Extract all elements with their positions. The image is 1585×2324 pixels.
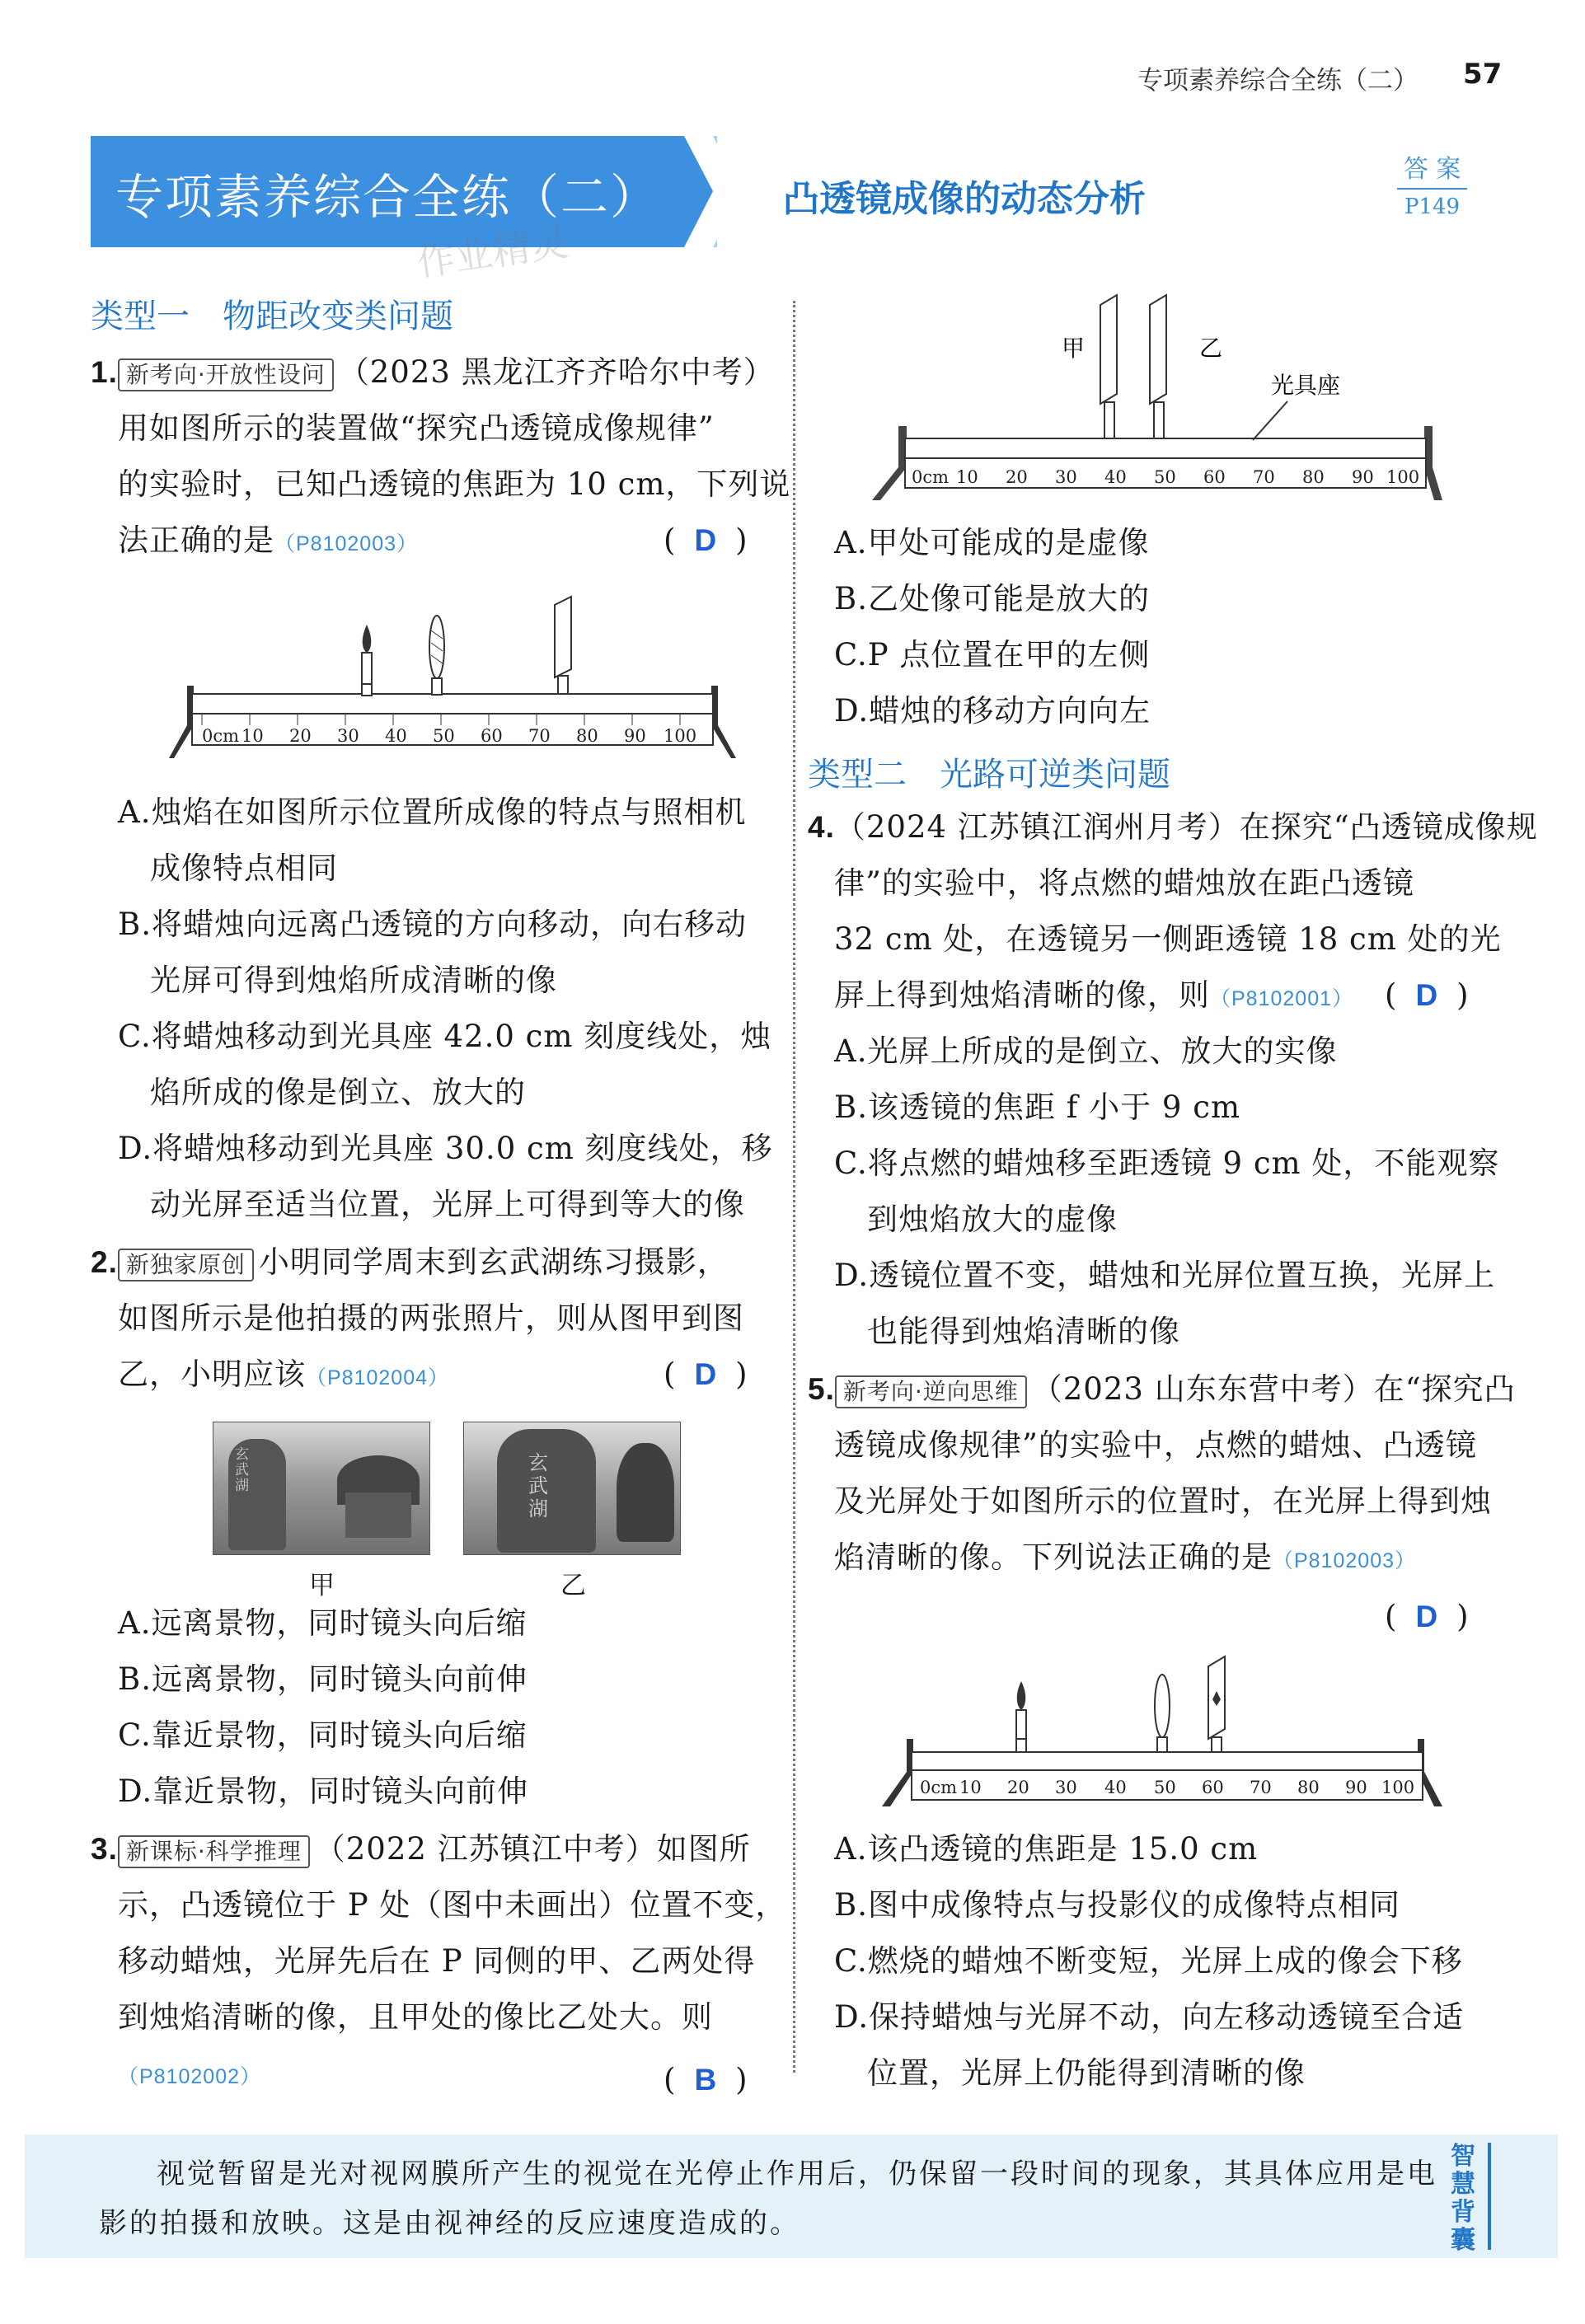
section-type2: 类型二 光路可逆类问题	[808, 756, 1170, 794]
section-type1: 类型一 物距改变类问题	[91, 298, 453, 335]
q5-source: （2023 山东东营中考）	[1031, 1371, 1374, 1407]
q1-optical-bench	[169, 593, 738, 766]
q3-stem-line: 移动蜡烛，光屏先后在 P 同侧的甲、乙两处得	[118, 1943, 756, 1979]
q3-option: B.乙处像可能是放大的	[834, 581, 1150, 616]
q3-optical-bench	[865, 290, 1442, 508]
bench-right-leg	[1424, 426, 1442, 500]
tick-label: 20	[1006, 467, 1028, 487]
tick-label: 60	[481, 726, 503, 746]
q4-option: A.光屏上所成的是倒立、放大的实像	[834, 1033, 1338, 1069]
tick-label: 10	[242, 726, 264, 746]
label-yi: 乙	[1199, 335, 1223, 362]
q1-source: （2023 黑龙江齐齐哈尔中考）	[338, 354, 775, 390]
q5-option: 位置，光屏上仍能得到清晰的像	[867, 2055, 1306, 2091]
tick-label: 30	[337, 726, 359, 746]
tick-label: 70	[528, 726, 551, 746]
label-jia: 甲	[1062, 335, 1086, 362]
q5-optical-bench	[874, 1648, 1451, 1813]
q2-option: D.靠近景物，同时镜头向前伸	[118, 1773, 529, 1809]
q1-option: B.将蜡烛向远离凸透镜的方向移动，向右移动	[118, 907, 747, 942]
label-guangjuzuo: 光具座	[1271, 372, 1341, 399]
q1-option: D.将蜡烛移动到光具座 30.0 cm 刻度线处，移	[118, 1131, 773, 1166]
q1-option: 焰所成的像是倒立、放大的	[150, 1075, 526, 1110]
q2-number: 2.	[91, 1245, 118, 1279]
q1-answer: ( D )	[664, 522, 748, 558]
screen	[555, 597, 571, 694]
q4-source: （2024 江苏镇江润州月考）	[834, 809, 1240, 845]
tick-label: 30	[1055, 1778, 1077, 1797]
footer-line: 影的拍摄和放映。这是由视神经的反应速度造成的。	[99, 2207, 800, 2240]
q3-code-line	[118, 2045, 261, 2105]
bench-rail	[905, 438, 1426, 458]
lens	[1155, 1675, 1170, 1752]
q3-stem-text: 如图所	[656, 1831, 751, 1867]
tick-label: 30	[1055, 467, 1077, 487]
q3-stem-line: 到烛焰清晰的像，且甲处的像比乙处大。则	[118, 1999, 713, 2035]
banner-title: 专项素养综合全练（二）	[115, 169, 660, 225]
bench-left-leg	[872, 426, 907, 500]
q5-header	[808, 1361, 1516, 1417]
q2-option: C.靠近景物，同时镜头向后缩	[118, 1717, 528, 1753]
q2-code: （P8102004）	[306, 1366, 450, 1389]
candle	[1016, 1681, 1026, 1752]
tick-label: 40	[385, 726, 407, 746]
tick-label: 100	[664, 726, 697, 746]
q3-tag: 新课标·科学推理	[118, 1835, 310, 1868]
q1-option: C.将蜡烛移动到光具座 42.0 cm 刻度线处，烛	[118, 1019, 772, 1054]
q2-option: B.远离景物，同时镜头向前伸	[118, 1661, 528, 1697]
q5-number: 5.	[808, 1372, 835, 1406]
lens	[429, 616, 444, 695]
q5-option: A.该凸透镜的焦距是 15.0 cm	[834, 1831, 1259, 1867]
q3-source: （2022 江苏镇江中考）	[314, 1831, 657, 1867]
q5-option: B.图中成像特点与投影仪的成像特点相同	[834, 1887, 1400, 1923]
q4-option: D.透镜位置不变，蜡烛和光屏位置互换，光屏上	[834, 1258, 1496, 1293]
tick-label: 80	[1302, 467, 1325, 487]
q2-tag: 新独家原创	[118, 1249, 254, 1281]
photo-inscription: 玄武湖	[528, 1451, 548, 1520]
q2-answer: ( D )	[664, 1356, 748, 1392]
candle	[362, 625, 372, 696]
tick-label: 80	[576, 726, 598, 746]
q5-stem-line: 及光屏处于如图所示的位置时，在光屏上得到烛	[834, 1483, 1492, 1519]
tick-label: 50	[1154, 467, 1176, 487]
footer-line: 视觉暂留是光对视网膜所产生的视觉在光停止作用后，仍保留一段时间的现象，其具体应用是电	[157, 2158, 1437, 2190]
bench-left-leg	[169, 686, 194, 758]
bench-right-leg	[711, 686, 736, 758]
q2-photo-jia	[213, 1422, 430, 1555]
tick-label: 60	[1202, 1778, 1224, 1797]
tick-label: 0cm	[202, 726, 240, 746]
footer-side-bar	[1488, 2143, 1491, 2250]
q1-stem-line: 用如图所示的装置做“探究凸透镜成像规律”	[118, 410, 715, 446]
tick-label: 0cm	[912, 467, 950, 487]
tick-label: 40	[1104, 1778, 1127, 1797]
bench-left-leg	[882, 1739, 913, 1806]
q1-header	[91, 344, 775, 401]
bench-rail	[192, 694, 713, 714]
q4-code: （P8102001）	[1210, 987, 1354, 1010]
q4-stem-line: 律”的实验中，将点燃的蜡烛放在距凸透镜	[834, 865, 1414, 901]
q5-stem-text: 在“探究凸	[1373, 1371, 1516, 1407]
q4-option: B.该透镜的焦距 f 小于 9 cm	[834, 1089, 1241, 1125]
tick-label: 50	[1154, 1778, 1176, 1797]
q4-answer: ( D )	[1385, 977, 1470, 1013]
tick-label: 100	[1381, 1778, 1415, 1797]
q2-stem-text: 乙，小明应该	[118, 1356, 306, 1392]
answer-page: P149	[1404, 194, 1461, 219]
q5-option: D.保持蜡烛与光屏不动，向左移动透镜至合适	[834, 1999, 1465, 2035]
q5-answer: ( D )	[1385, 1599, 1470, 1634]
q3-answer-letter: B	[694, 2063, 718, 2097]
q5-code: （P8102003）	[1273, 1549, 1417, 1572]
label-leader-line	[1253, 401, 1287, 440]
q1-tag: 新考向·开放性设问	[118, 358, 334, 391]
q3-option: D.蜡烛的移动方向向左	[834, 693, 1151, 729]
q4-answer-letter: D	[1415, 978, 1439, 1012]
footer-side-label: 智慧背囊	[1451, 2142, 1475, 2255]
q4-number: 4.	[808, 810, 835, 844]
q3-number: 3.	[91, 1832, 118, 1866]
q1-answer-letter: D	[694, 523, 718, 557]
tick-label: 90	[1352, 467, 1374, 487]
q3-code: （P8102002）	[118, 2065, 262, 2088]
q1-stem-line: 的实验时，已知凸透镜的焦距为 10 cm，下列说	[118, 466, 791, 502]
q4-stem-line: 32 cm 处，在透镜另一侧距透镜 18 cm 处的光	[834, 921, 1502, 957]
tick-label: 50	[433, 726, 455, 746]
q1-code: （P8102003）	[274, 532, 419, 555]
tick-label: 80	[1297, 1778, 1320, 1797]
q2-stem-line	[118, 1347, 449, 1406]
answer-badge	[1397, 148, 1467, 219]
q1-stem-line	[118, 513, 418, 572]
q2-option: A.远离景物，同时镜头向后缩	[118, 1605, 528, 1641]
tick-label: 60	[1203, 467, 1226, 487]
footer-tip-box	[25, 2134, 1558, 2258]
tick-label: 20	[289, 726, 312, 746]
q5-option: C.燃烧的蜡烛不断变短，光屏上成的像会下移	[834, 1943, 1463, 1979]
photo-label-jia: 甲	[309, 1571, 335, 1600]
q3-answer: ( B )	[664, 2062, 748, 2097]
column-divider	[793, 301, 795, 2073]
tick-label: 70	[1250, 1778, 1272, 1797]
screen-jia	[1100, 295, 1117, 438]
bench-rail	[912, 1752, 1423, 1770]
running-header: 专项素养综合全练（二）	[1137, 66, 1419, 96]
tick-label: 40	[1104, 467, 1127, 487]
answer-label: 答 案	[1397, 148, 1467, 190]
q3-option: C.P 点位置在甲的左侧	[834, 637, 1151, 672]
q1-option: 动光屏至适当位置，光屏上可得到等大的像	[150, 1187, 745, 1222]
photo-label-yi: 乙	[560, 1571, 586, 1600]
q1-option: A.烛焰在如图所示位置所成像的特点与照相机	[118, 794, 747, 830]
tick-label: 90	[624, 726, 646, 746]
tick-label: 100	[1386, 467, 1420, 487]
q5-answer-letter: D	[1415, 1600, 1439, 1633]
tick-label: 20	[1007, 1778, 1029, 1797]
q3-stem-line: 示，凸透镜位于 P 处（图中未画出）位置不变，	[118, 1887, 787, 1923]
q2-header	[91, 1235, 729, 1291]
q4-stem-text: 在探究“凸透镜成像规	[1239, 809, 1538, 845]
tick-label: 90	[1345, 1778, 1367, 1797]
q4-option: C.将点燃的蜡烛移至距透镜 9 cm 处，不能观察	[834, 1146, 1500, 1181]
q3-option: A.甲处可能成的是虚像	[834, 525, 1150, 560]
q3-header	[91, 1821, 751, 1877]
q4-stem-text: 屏上得到烛焰清晰的像，则	[834, 977, 1210, 1013]
q1-number: 1.	[91, 355, 118, 389]
q2-photo-yi	[463, 1422, 681, 1555]
q4-option: 也能得到烛焰清晰的像	[867, 1314, 1180, 1349]
q2-stem-text: 小明同学周末到玄武湖练习摄影，	[258, 1244, 729, 1280]
q2-answer-letter: D	[694, 1357, 718, 1391]
screen	[1208, 1656, 1225, 1752]
q5-tag: 新考向·逆向思维	[835, 1375, 1027, 1408]
q1-stem-text: 法正确的是	[118, 522, 274, 558]
q5-stem-text: 焰清晰的像。下列说法正确的是	[834, 1539, 1273, 1575]
banner-watermark: 作业精灵	[414, 219, 571, 285]
q1-option: 光屏可得到烛焰所成清晰的像	[150, 963, 557, 998]
q5-stem-line	[834, 1530, 1416, 1589]
tick-label: 10	[956, 467, 978, 487]
page-number: 57	[1463, 58, 1503, 91]
tick-label: 0cm	[920, 1778, 958, 1797]
tick-label: 10	[959, 1778, 982, 1797]
q4-stem-line	[834, 968, 1353, 1027]
q4-header	[808, 799, 1538, 855]
tick-label: 70	[1253, 467, 1275, 487]
q2-stem-line: 如图所示是他拍摄的两张照片，则从图甲到图	[118, 1300, 744, 1336]
q4-option: 到烛焰放大的虚像	[867, 1202, 1118, 1237]
banner-subtitle: 凸透镜成像的动态分析	[783, 178, 1146, 220]
photo-inscription: 玄武湖	[235, 1446, 249, 1494]
q5-stem-line: 透镜成像规律”的实验中，点燃的蜡烛、凸透镜	[834, 1427, 1477, 1463]
screen-yi	[1150, 295, 1166, 438]
q1-option: 成像特点相同	[150, 850, 338, 886]
